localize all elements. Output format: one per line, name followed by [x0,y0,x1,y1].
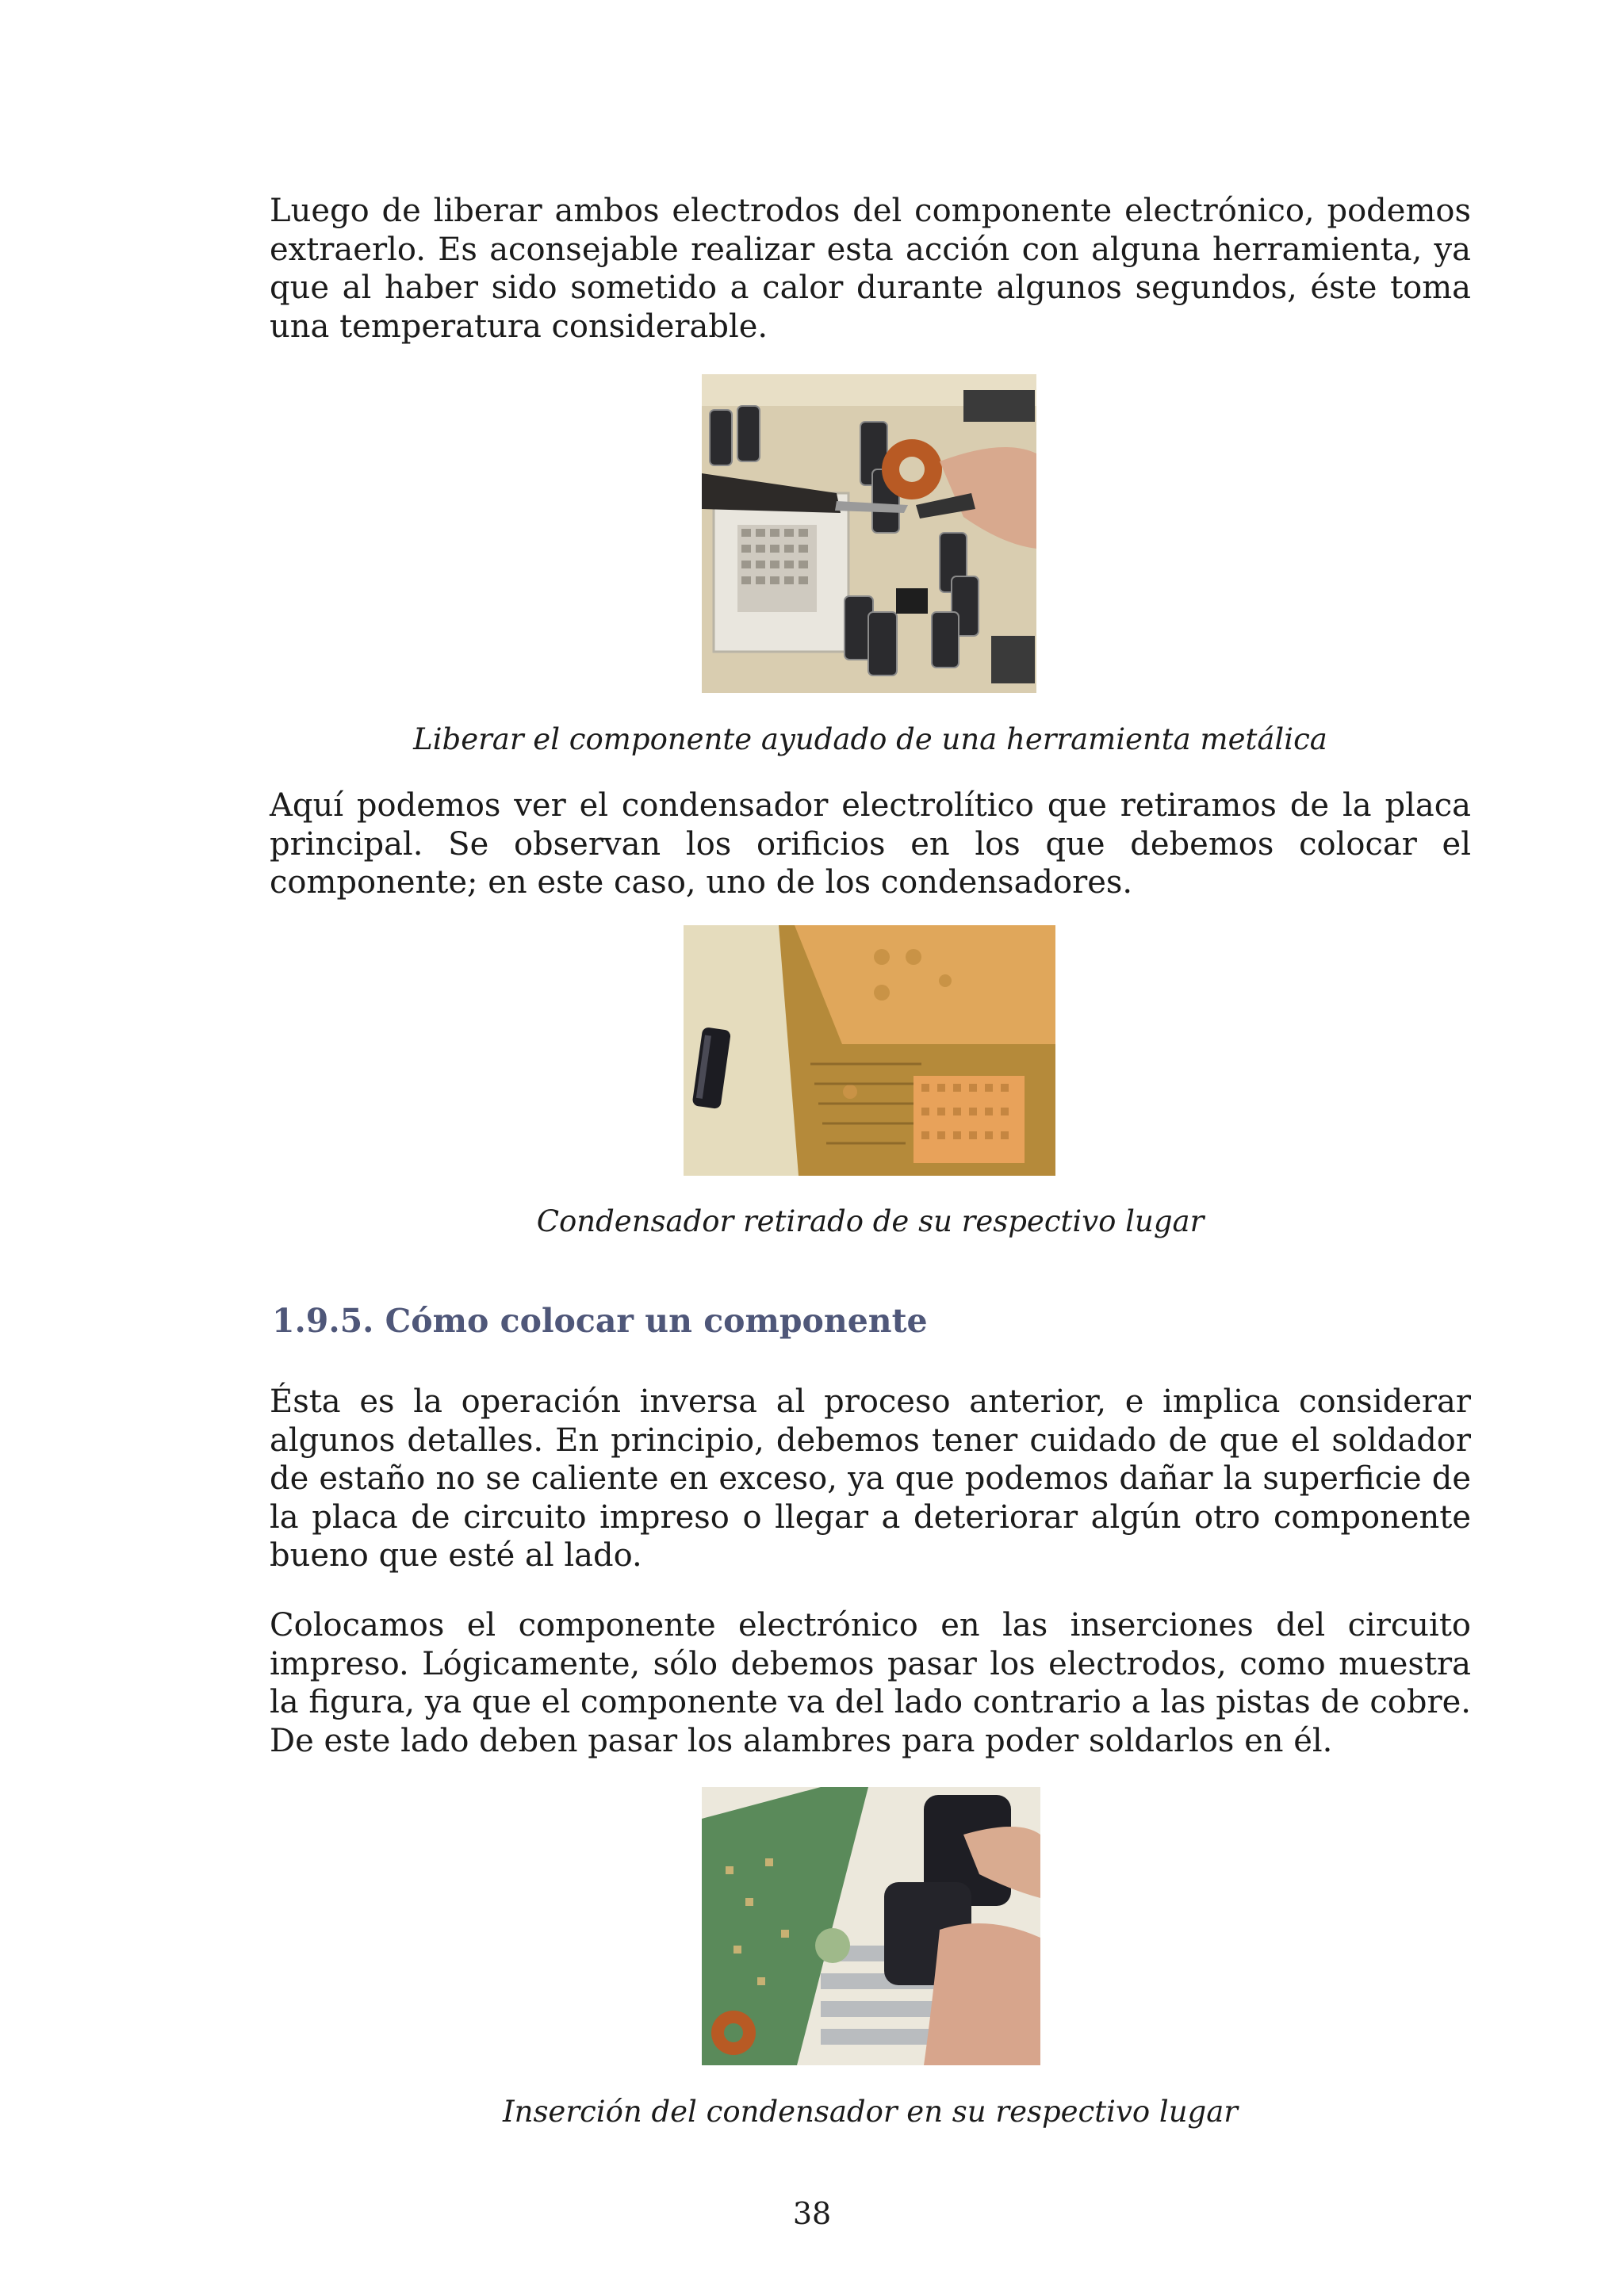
caption-figure-2: Condensador retirado de su respectivo lugar [536,1204,1205,1238]
page-number: 38 [792,2196,832,2231]
figure-tool-extraction-photo [702,374,1036,693]
paragraph-placement-steps: Colocamos el componente electrónico en las inserciones del circuito impreso. Lógicamente, sólo debemos pasar los electrodos, como muestra la figura, ya que el componente va del lado contrario a las pistas de cobre. De este lado deben pasar los alambres para poder soldarlos en él. [270,1607,1471,1759]
section-heading: 1.9.5. Cómo colocar un componente [272,1302,928,1340]
caption-figure-1: Liberar el componente ayudado de una herramienta metálica [413,722,1327,756]
paragraph-extraction: Luego de liberar ambos electrodos del componente electrónico, podemos extraerlo. Es aconsejable realizar esta acción con alguna herramienta, ya que al haber sido sometido a calor durante algunos segundos, éste toma una temperatura considerable. [270,193,1471,345]
paragraph-placement-intro: Ésta es la operación inversa al proceso anterior, e implica considerar algunos detalles. En principio, debemos tener cuidado de que el soldador de estaño no se caliente en exceso, ya que podemos dañar la superficie de la placa de circuito impreso o llegar a deteriorar algún otro componente bueno que esté al lado. [270,1383,1471,1574]
paragraph-removed-capacitor: Aquí podemos ver el condensador electrolítico que retiramos de la placa principal. Se observan los orificios en los que debemos colocar el componente; en este caso, uno de los condensadores. [270,787,1471,901]
figure-capacitor-insertion-photo [702,1787,1040,2065]
caption-figure-3: Inserción del condensador en su respectivo lugar [503,2095,1238,2129]
figure-removed-capacitor-photo [684,925,1055,1176]
